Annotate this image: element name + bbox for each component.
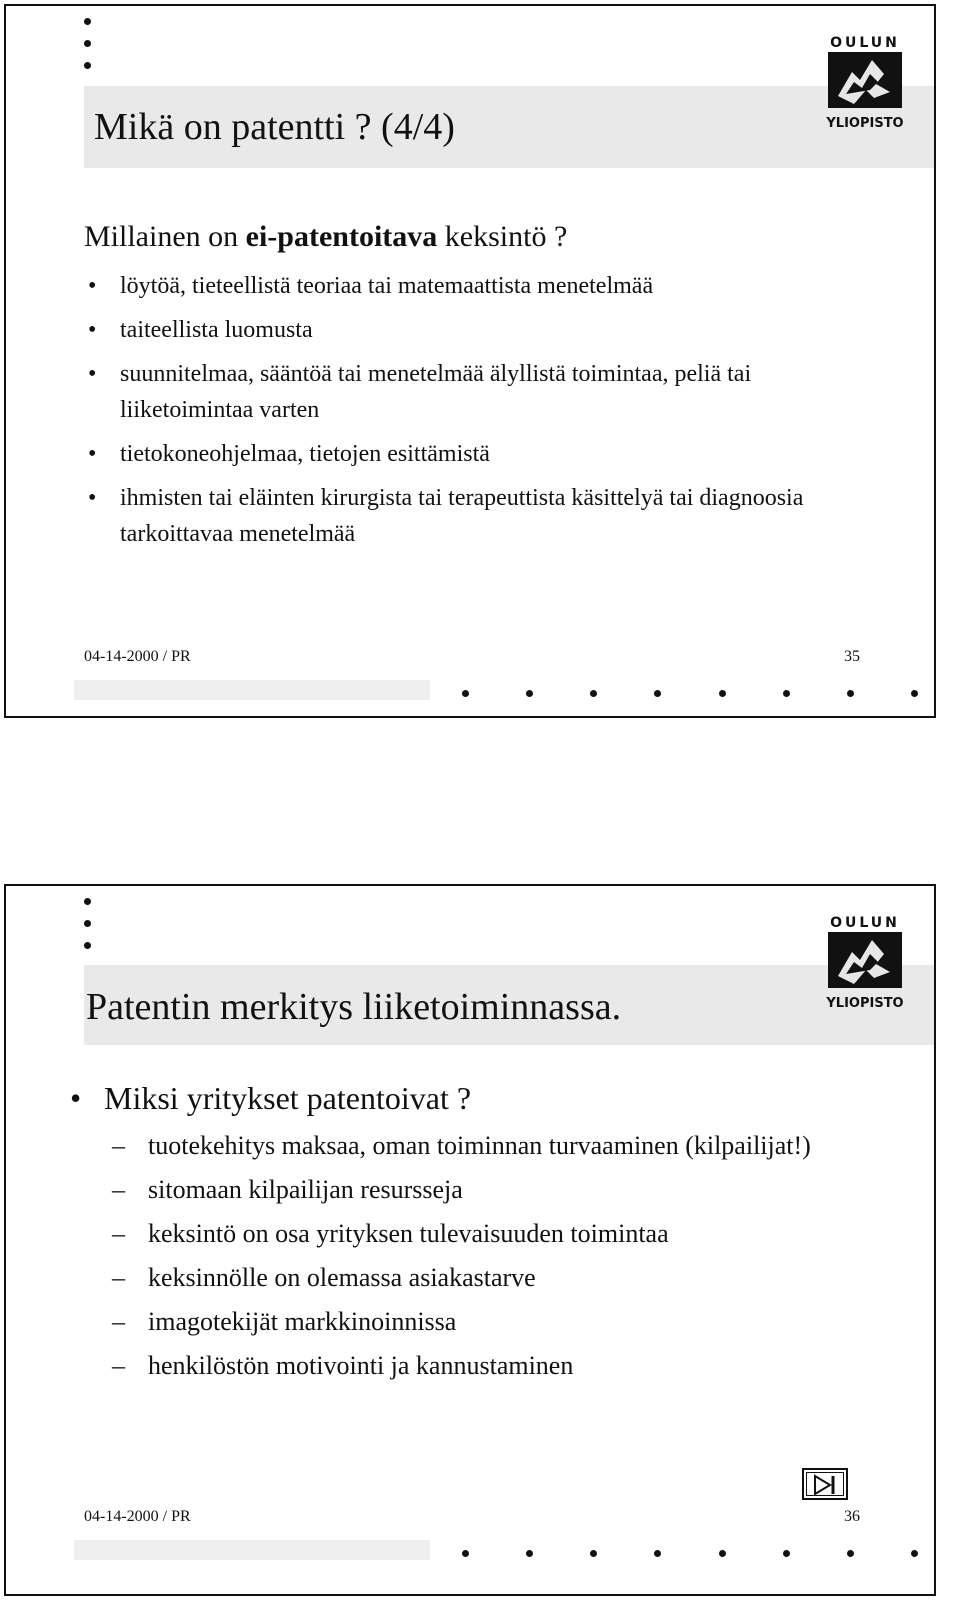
list-item: • tietokoneohjelmaa, tietojen esittämistä <box>84 436 844 472</box>
page-number: 35 <box>844 648 860 665</box>
list-item: – keksinnölle on olemassa asiakastarve <box>112 1260 812 1296</box>
decorative-dots-vertical <box>84 18 94 84</box>
next-end-button[interactable] <box>802 1468 848 1500</box>
decorative-dots-vertical <box>84 898 94 964</box>
list-item: • ihmisten tai eläinten kirurgista tai terapeuttista käsittelyä tai diagnoosia tarkoittavaa menetelmää <box>84 480 844 552</box>
page-number: 36 <box>844 1508 860 1525</box>
list-item: • taiteellista luomusta <box>84 312 844 348</box>
svg-text:OULUN: OULUN <box>830 915 900 931</box>
university-logo <box>824 34 906 132</box>
svg-text:YLIOPISTO: YLIOPISTO <box>826 116 904 131</box>
list-item: – imagotekijät markkinoinnissa <box>112 1304 812 1340</box>
university-logo <box>824 914 906 1012</box>
list-item: – tuotekehitys maksaa, oman toiminnan turvaaminen (kilpailijat!) <box>112 1128 812 1164</box>
bullet-list <box>84 268 844 560</box>
play-end-icon <box>812 1474 840 1496</box>
slide-title: Patentin merkitys liiketoiminnassa. <box>86 986 622 1028</box>
title-band <box>84 86 934 168</box>
bullet-dot: • <box>70 1080 82 1116</box>
footer-date: 04-14-2000 / PR <box>84 648 191 665</box>
decorative-dots-horizontal <box>462 690 918 697</box>
footer-band <box>74 1540 430 1560</box>
footer-date: 04-14-2000 / PR <box>84 1508 191 1525</box>
main-bullet: • Miksi yritykset patentoivat ? <box>70 1080 472 1116</box>
svg-text:OULUN: OULUN <box>830 35 900 51</box>
list-item: • suunnitelmaa, sääntöä tai menetelmää älyllistä toimintaa, peliä tai liiketoimintaa varten <box>84 356 844 428</box>
slide-heading: Millainen on ei-patentoitava keksintö ? <box>84 220 568 253</box>
dash-list <box>112 1128 812 1392</box>
list-item: – henkilöstön motivointi ja kannustaminen <box>112 1348 812 1384</box>
list-item: • löytöä, tieteellistä teoriaa tai matemaattista menetelmää <box>84 268 844 304</box>
list-item: – keksintö on osa yrityksen tulevaisuuden toimintaa <box>112 1216 812 1252</box>
svg-text:YLIOPISTO: YLIOPISTO <box>826 996 904 1011</box>
slide-title: Mikä on patentti ? (4/4) <box>94 106 455 148</box>
decorative-dots-horizontal <box>462 1550 918 1557</box>
title-band <box>84 965 934 1045</box>
slide-36 <box>4 884 936 1596</box>
slide-35 <box>4 4 936 718</box>
footer-band <box>74 680 430 700</box>
list-item: – sitomaan kilpailijan resursseja <box>112 1172 812 1208</box>
